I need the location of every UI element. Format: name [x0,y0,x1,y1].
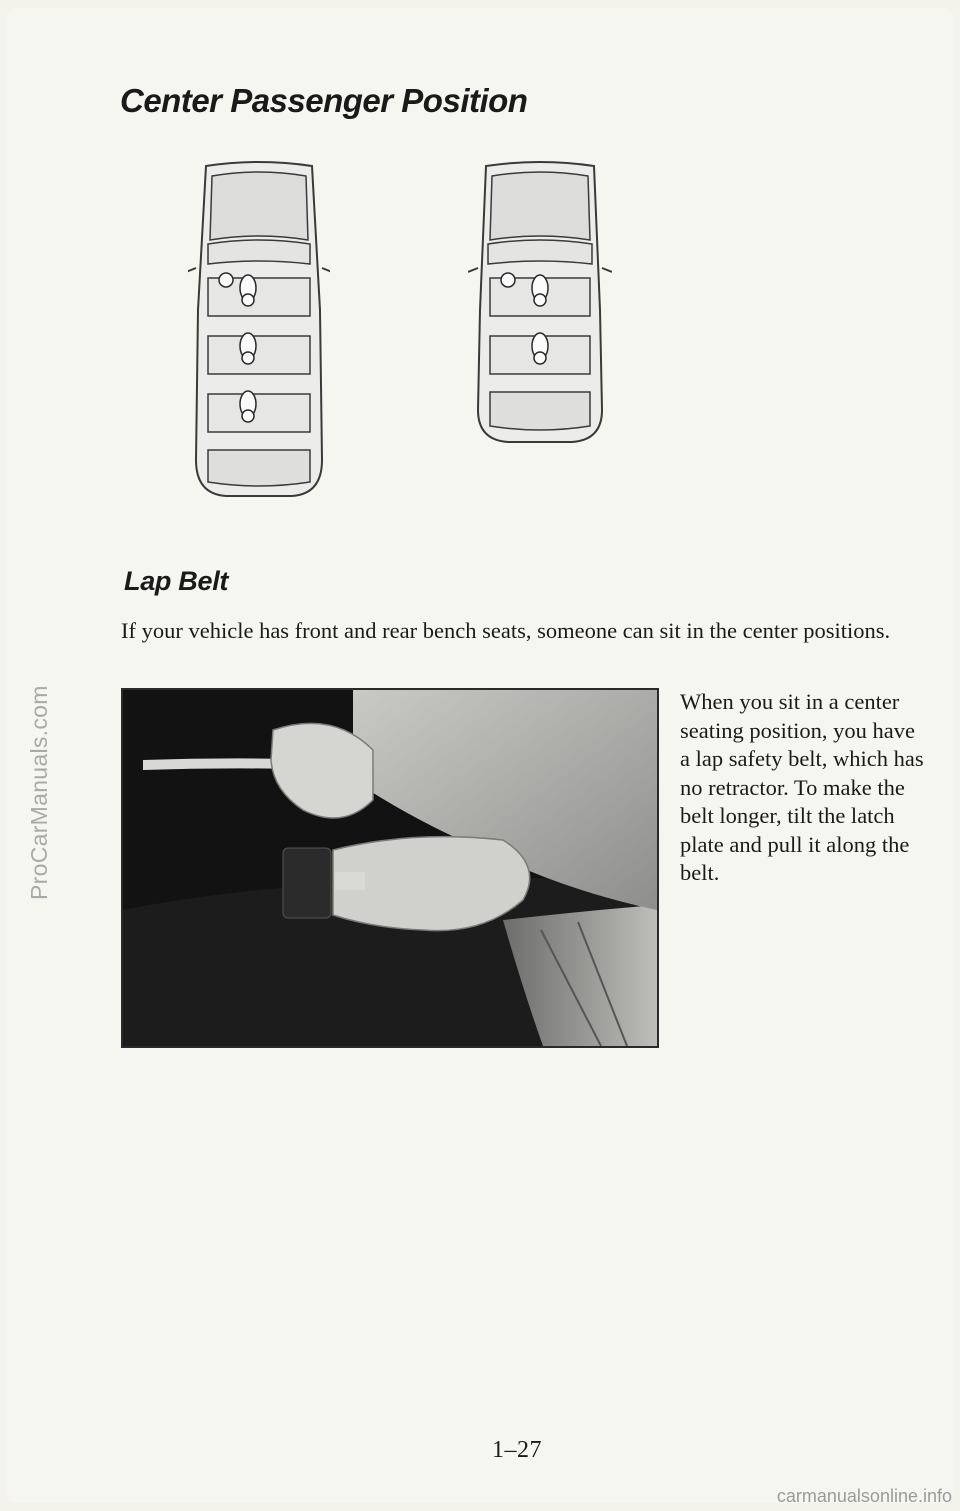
subheading-lap-belt: Lap Belt [124,566,229,596]
bottom-watermark: carmanualsonline.info [776,1486,952,1506]
side-paragraph: When you sit in a center seating position, you have a lap safety belt, which has no retractor. To make the belt longer, tilt the latch plate and pull it along the belt. [680,689,924,885]
page-number: 1–27 [492,1437,542,1463]
intro-paragraph: If your vehicle has front and rear bench seats, someone can sit in the center positions. [121,618,891,643]
section-title: Center Passenger Position [120,82,528,119]
two-row-seating-diagram [468,160,612,444]
lap-belt-photo [121,688,659,1048]
side-watermark: ProCarManuals.com [26,685,52,900]
three-row-seating-diagram [188,160,330,500]
